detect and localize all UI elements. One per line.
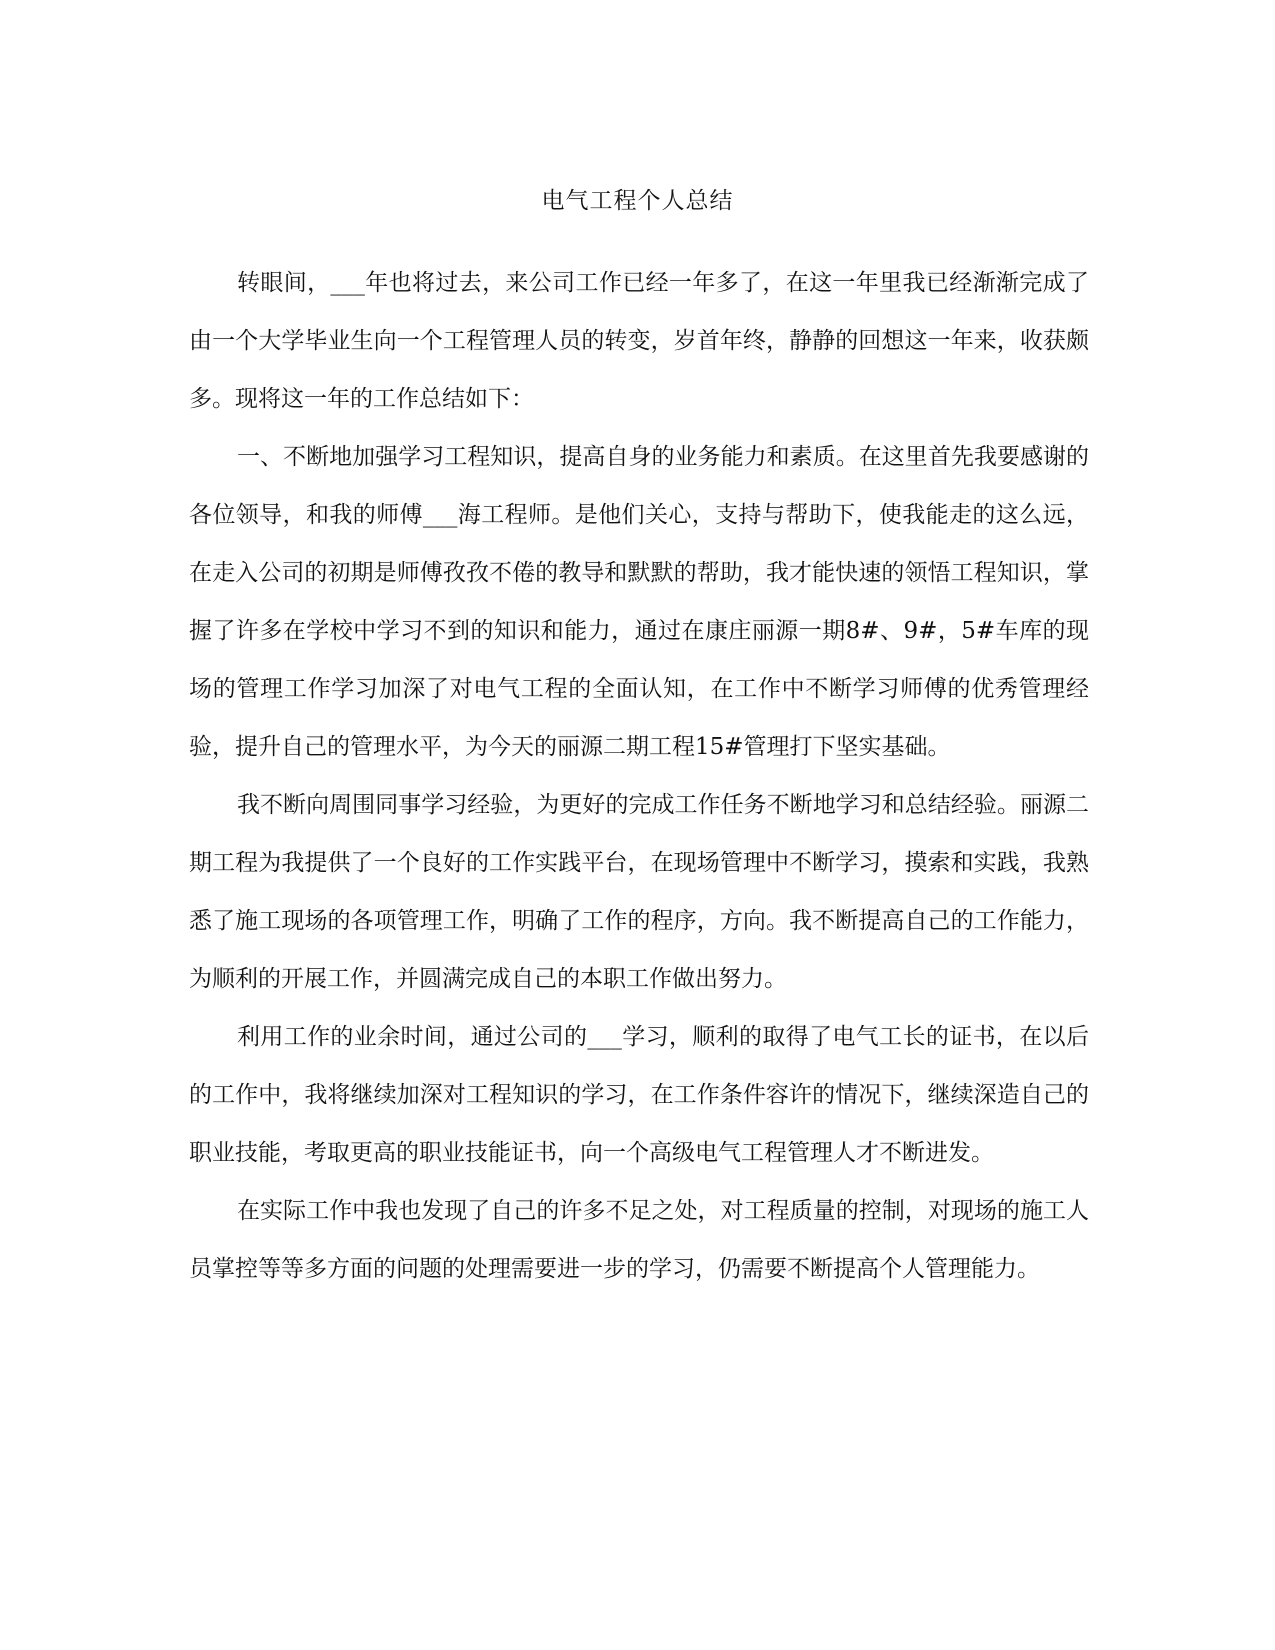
document-title: 电气工程个人总结: [541, 188, 734, 214]
paragraph-certificate: 利用工作的业余时间，通过公司的___学习，顺利的取得了电气工长的证书，在以后的工作中，我将继续加深对工程知识的学习，在工作条件容许的情况下，继续深造自己的职业技能，考取更高的职业技能证书，向一个高级电气工程管理人才不断进发。: [189, 1024, 1089, 1166]
paragraph-intro: 转眼间，___年也将过去，来公司工作已经一年多了，在这一年里我已经渐渐完成了由一个大学毕业生向一个工程管理人员的转变，岁首年终，静静的回想这一年来，收获颇多。现将这一年的工作总结如下：: [189, 270, 1089, 412]
paragraph-colleagues: 我不断向周围同事学习经验，为更好的完成工作任务不断地学习和总结经验。丽源二期工程为我提供了一个良好的工作实践平台，在现场管理中不断学习，摸索和实践，我熟悉了施工现场的各项管理工作，明确了工作的程序，方向。我不断提高自己的工作能力，为顺利的开展工作，并圆满完成自己的本职工作做出努力。: [189, 792, 1089, 992]
paragraph-shortcomings: 在实际工作中我也发现了自己的许多不足之处，对工程质量的控制，对现场的施工人员掌控等等多方面的问题的处理需要进一步的学习，仍需要不断提高个人管理能力。: [189, 1198, 1089, 1282]
paragraph-learning: 一、不断地加强学习工程知识，提高自身的业务能力和素质。在这里首先我要感谢的各位领导，和我的师傅___海工程师。是他们关心，支持与帮助下，使我能走的这么远，在走入公司的初期是师傅孜孜不倦的教导和默默的帮助，我才能快速的领悟工程知识，掌握了许多在学校中学习不到的知识和能力，通过在康庄丽源一期8#、9#，5#车库的现场的管理工作学习加深了对电气工程的全面认知，在工作中不断学习师傅的优秀管理经验，提升自己的管理水平，为今天的丽源二期工程15#管理打下坚实基础。: [189, 444, 1089, 760]
document-body: [189, 254, 1089, 1298]
